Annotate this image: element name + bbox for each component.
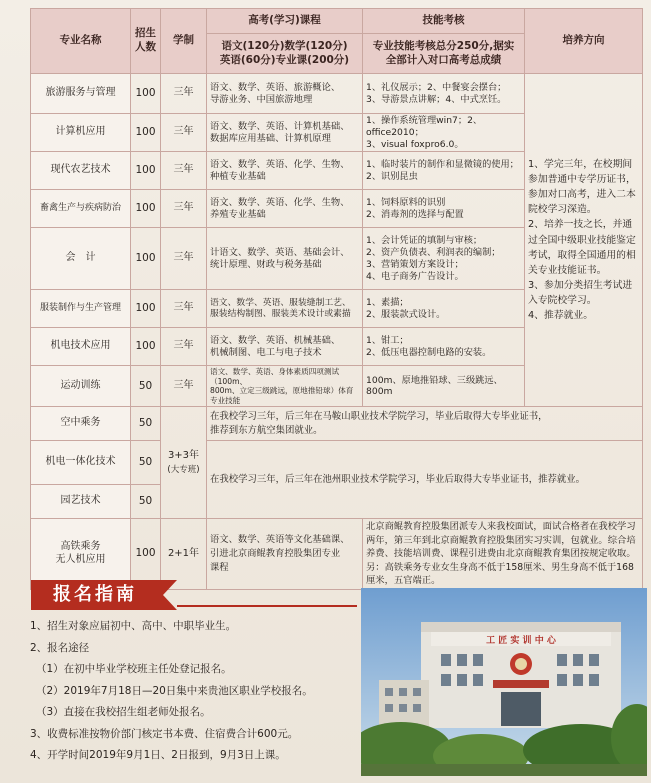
enroll-count: 100 — [131, 519, 161, 589]
banner-underline — [177, 605, 357, 607]
study-years: 2+1年 — [161, 519, 207, 589]
study-years: 三年 — [161, 328, 207, 366]
exam-courses: 语文、数学、英语等文化基础课、 引进北京商鲲教育控股集团专业 课程 — [207, 519, 363, 589]
joint-description-2: 在我校学习三年，后三年在池州职业技术学院学习，毕业后取得大专毕业证书，推荐就业。 — [207, 441, 643, 519]
table-row — [31, 74, 643, 114]
exam-courses: 语文、数学、英语、服装缝制工艺、 服装结构制图、服装美术设计或素描 — [207, 290, 363, 328]
col-enroll-header: 招生 人数 — [131, 9, 161, 74]
enroll-count: 50 — [131, 441, 161, 485]
enroll-count: 100 — [131, 328, 161, 366]
campus-building-photo — [361, 588, 647, 776]
table-header-row — [31, 9, 643, 34]
skill-items: 1、钳工； 2、低压电器控制电路的安装。 — [363, 328, 525, 366]
study-years: 三年 — [161, 114, 207, 152]
guide-item: 1、招生对象应届初中、高中、中职毕业生。 — [30, 620, 237, 632]
exam-courses: 语文、数学、英语、化学、生物、 种植专业基础 — [207, 152, 363, 190]
banner-tail-decoration — [163, 580, 177, 610]
major-name: 计算机应用 — [31, 114, 131, 152]
study-years: 三年 — [161, 290, 207, 328]
major-name: 园艺技术 — [31, 485, 131, 519]
partner-description: 北京商鲲教育控股集团派专人来我校面试，面试合格者在我校学习两年，第三年到北京商鲲教育控股集团实习实训，包就业。综合培养费、技能培训费、课程引进费由北京商鲲教育集团按规定收取。另：高铁乘务专业女生身高不低于158厘米、男生身高不低于168厘米，五官端正。 — [363, 519, 643, 589]
enroll-count: 50 — [131, 407, 161, 441]
study-years: 三年 — [161, 74, 207, 114]
major-name: 旅游服务与管理 — [31, 74, 131, 114]
enroll-count: 50 — [131, 485, 161, 519]
table-row — [31, 519, 643, 589]
skill-items: 100m、原地推铅球、三级跳远、800m — [363, 366, 525, 407]
skill-items: 1、礼仪展示；2、中餐宴会摆台； 3、导游景点讲解；4、中式烹饪。 — [363, 74, 525, 114]
building-illustration — [361, 588, 647, 776]
major-name: 服装制作与生产管理 — [31, 290, 131, 328]
enroll-count: 100 — [131, 290, 161, 328]
enroll-count: 50 — [131, 366, 161, 407]
major-name: 运动训练 — [31, 366, 131, 407]
enrollment-guide-list — [30, 616, 355, 767]
guide-item: （1）在初中毕业学校班主任处登记报名。 — [36, 663, 232, 675]
guide-item: 2、报名途径 — [30, 641, 90, 654]
study-years: 三年 — [161, 190, 207, 228]
col-training-header: 培养方向 — [525, 9, 643, 74]
skill-items: 1、操作系统管理win7；2、office2010； 3、visual foxpro6.0。 — [363, 114, 525, 152]
guide-item: 3、收费标准按物价部门核定书本费、住宿费合计600元。 — [30, 727, 299, 740]
training-direction: 1、学完三年，在校期间参加普通中专学历证书，参加对口高考，进入二本院校学习深造。 2、培养一技之长，并通过全国中级职业技能鉴定考试，取得全国通用的相关专业技能证书。 3、参加分类招生考试进入专院校学习。 4、推荐就业。 — [525, 74, 643, 407]
exam-courses: 语文、数学、英语、计算机基础、 数据库应用基础、计算机原理 — [207, 114, 363, 152]
major-name: 空中乘务 — [31, 407, 131, 441]
guide-item: （2）2019年7月18日—20日集中来贵池区职业学校报名。 — [36, 684, 313, 697]
col-years-header: 学制 — [161, 9, 207, 74]
major-name: 机电技术应用 — [31, 328, 131, 366]
enroll-count: 100 — [131, 152, 161, 190]
exam-courses: 语文、数学、英语、身体素质四项测试（100m、 800m、立定三级跳远，原地推铅球）体育专业技能 — [207, 366, 363, 407]
study-years: 三年 — [161, 366, 207, 407]
major-name: 高铁乘务 无人机应用 — [31, 519, 131, 589]
exam-score-detail: 语文(120分)数学(120分) 英语(60分)专业课(200分) — [207, 34, 363, 74]
joint-years: 3+3年 — [167, 449, 200, 461]
study-years — [161, 407, 207, 519]
col-skill-header: 技能考核 — [363, 9, 525, 34]
study-years: 三年 — [161, 228, 207, 290]
guide-title-banner: 报名指南 — [31, 580, 163, 610]
enroll-count: 100 — [131, 190, 161, 228]
enrollment-table — [30, 8, 643, 590]
skill-items: 1、素描； 2、服装款式设计。 — [363, 290, 525, 328]
skill-score-detail: 专业技能考核总分250分,据实 全部计入对口高考总成绩 — [363, 34, 525, 74]
exam-courses: 计语文、数学、英语、基础会计、 统计原理、财政与税务基础 — [207, 228, 363, 290]
major-name: 畜禽生产与疾病防治 — [31, 190, 131, 228]
guide-item: 4、开学时间2019年9月1日、2日报到，9月3日上课。 — [30, 749, 286, 761]
guide-item: （3）直接在我校招生组老师处报名。 — [36, 706, 211, 718]
major-name: 机电一体化技术 — [31, 441, 131, 485]
table-row — [31, 441, 643, 485]
enroll-count: 100 — [131, 114, 161, 152]
study-years: 三年 — [161, 152, 207, 190]
skill-items: 1、会计凭证的填制与审核； 2、资产负债表、利润表的编制； 3、营销策划方案设计； 4、电子商务广告设计。 — [363, 228, 525, 290]
exam-courses: 语文、数学、英语、旅游概论、 导游业务、中国旅游地理 — [207, 74, 363, 114]
exam-courses: 语文、数学、英语、机械基础、 机械制图、电工与电子技术 — [207, 328, 363, 366]
skill-items: 1、饲料原料的识别 2、消毒剂的选择与配置 — [363, 190, 525, 228]
col-major-header: 专业名称 — [31, 9, 131, 74]
col-exam-header: 高考(学习)课程 — [207, 9, 363, 34]
major-name: 现代农艺技术 — [31, 152, 131, 190]
exam-courses: 语文、数学、英语、化学、生物、 养殖专业基础 — [207, 190, 363, 228]
major-name: 会 计 — [31, 228, 131, 290]
enroll-count: 100 — [131, 228, 161, 290]
skill-items: 1、临时装片的制作和显微镜的使用； 2、识别昆虫 — [363, 152, 525, 190]
joint-description-1: 在我校学习三年，后三年在马鞍山职业技术学院学习，毕业后取得大专毕业证书， 推荐到东方航空集团就业。 — [207, 407, 643, 441]
joint-note: (大专班) — [167, 464, 200, 475]
enroll-count: 100 — [131, 74, 161, 114]
table-row — [31, 407, 643, 441]
building-sign-text: 工 匠 实 训 中 心 — [486, 636, 556, 646]
